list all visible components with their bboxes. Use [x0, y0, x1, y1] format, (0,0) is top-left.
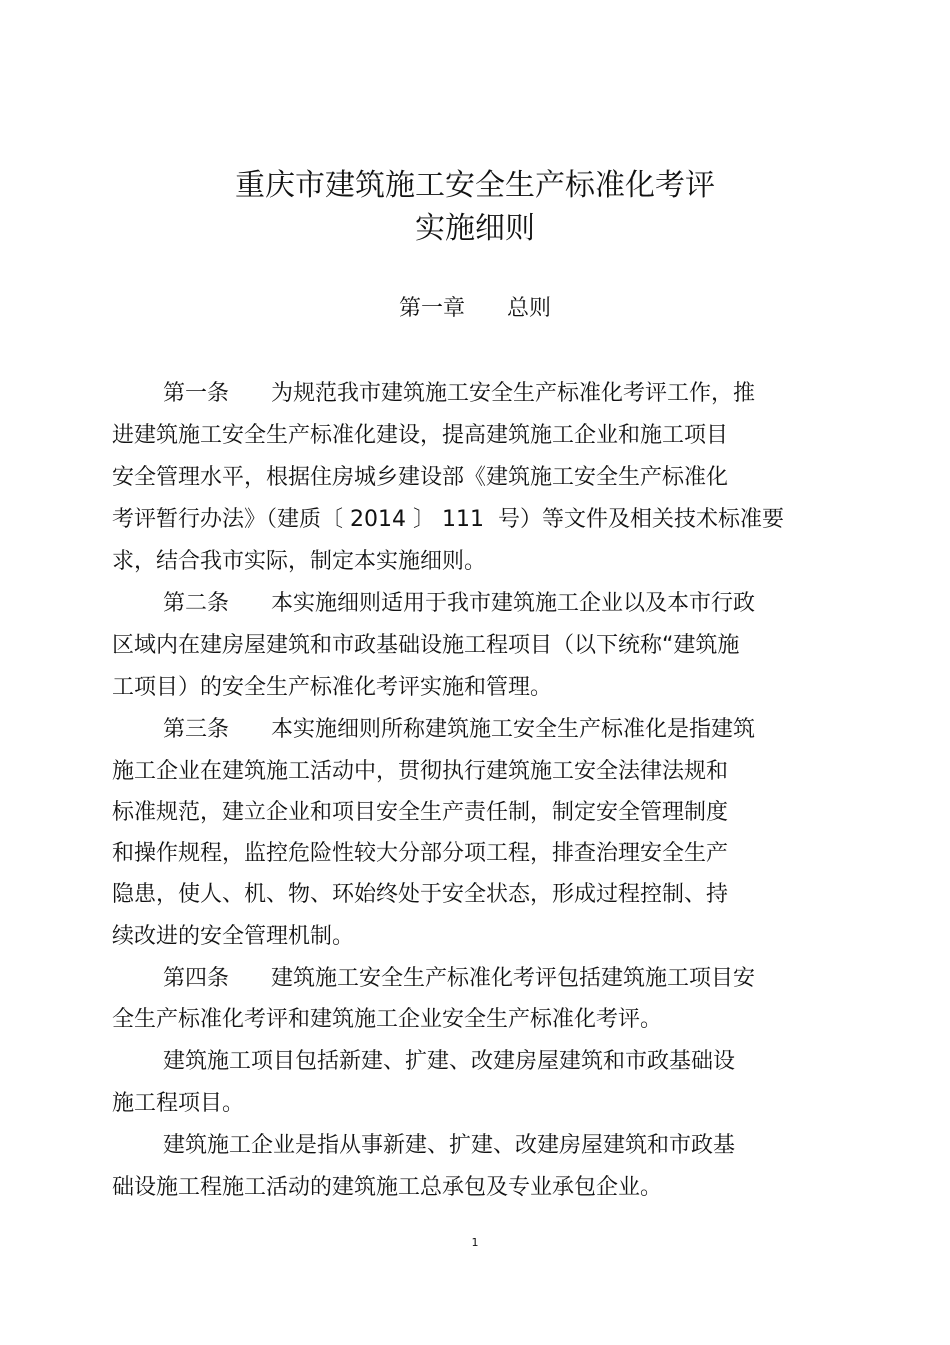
article-1-line-5: 求，结合我市实际，制定本实施细则。 [112, 549, 487, 574]
article-2-line-1: 第二条 本实施细则适用于我市建筑施工企业以及本市行政 [163, 591, 755, 616]
article-3-line-6: 续改进的安全管理机制。 [112, 924, 355, 949]
document-title-line-1: 重庆市建筑施工安全生产标准化考评 [235, 168, 715, 203]
paragraph-enterprises-line-1: 建筑施工企业是指从事新建、扩建、改建房屋建筑和市政基 [163, 1133, 736, 1158]
article-3-line-2: 施工企业在建筑施工活动中，贯彻执行建筑施工安全法律法规和 [112, 759, 729, 784]
paragraph-projects-line-2: 施工程项目。 [112, 1091, 245, 1116]
article-1-line-2: 进建筑施工安全生产标准化建设，提高建筑施工企业和施工项目 [112, 423, 729, 448]
article-1-line-3: 安全管理水平，根据住房城乡建设部《建筑施工安全生产标准化 [112, 465, 729, 490]
document-title-line-2: 实施细则 [415, 211, 535, 246]
article-3-line-5: 隐患，使人、机、物、环始终处于安全状态，形成过程控制、持 [112, 882, 729, 907]
chapter-heading: 第一章 总则 [399, 296, 551, 321]
article-4-line-1: 第四条 建筑施工安全生产标准化考评包括建筑施工项目安 [163, 966, 755, 991]
article-1-line-1: 第一条 为规范我市建筑施工安全生产标准化考评工作，推 [163, 381, 755, 406]
article-3-line-3: 标准规范，建立企业和项目安全生产责任制，制定安全管理制度 [112, 800, 729, 825]
page-number: 1 [471, 1236, 479, 1249]
article-2-line-3: 工项目）的安全生产标准化考评实施和管理。 [112, 675, 553, 700]
paragraph-projects-line-1: 建筑施工项目包括新建、扩建、改建房屋建筑和市政基础设 [163, 1049, 736, 1074]
article-3-line-1: 第三条 本实施细则所称建筑施工安全生产标准化是指建筑 [163, 717, 755, 742]
article-2-line-2: 区域内在建房屋建筑和市政基础设施工程项目（以下统称“建筑施 [112, 633, 740, 658]
article-3-line-4: 和操作规程，监控危险性较大分部分项工程，排查治理安全生产 [112, 841, 729, 866]
article-4-line-2: 全生产标准化考评和建筑施工企业安全生产标准化考评。 [112, 1007, 663, 1032]
article-1-line-4: 考评暂行办法》（建质〔 2014 〕 111 号）等文件及相关技术标准要 [112, 507, 784, 532]
paragraph-enterprises-line-2: 础设施工程施工活动的建筑施工总承包及专业承包企业。 [112, 1175, 663, 1200]
